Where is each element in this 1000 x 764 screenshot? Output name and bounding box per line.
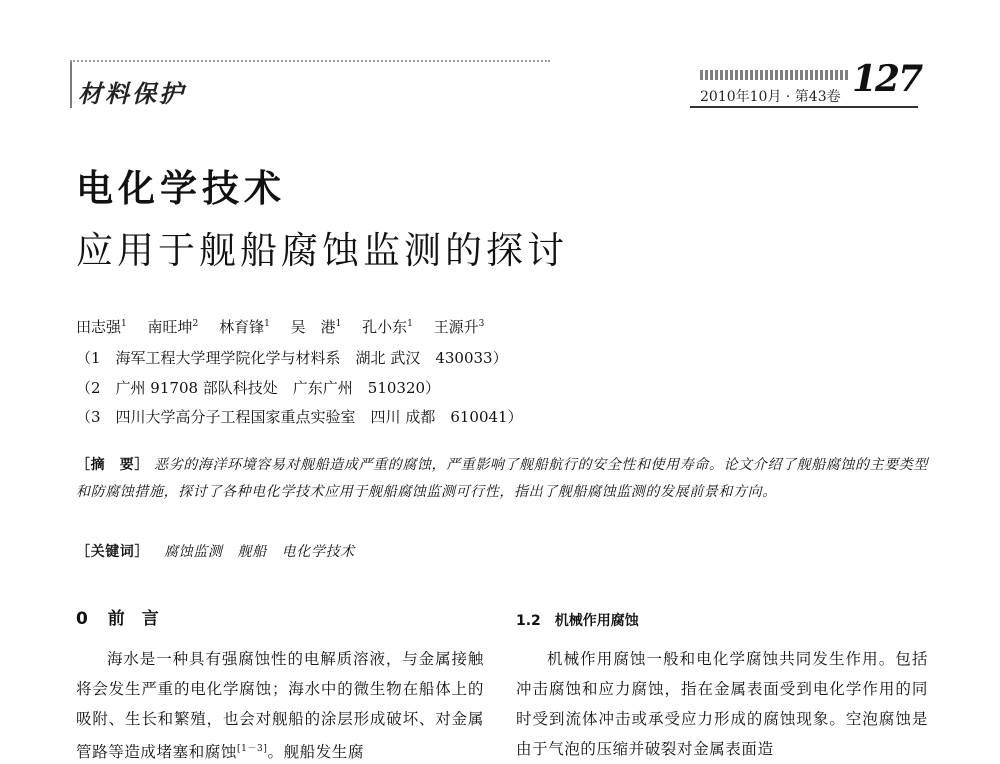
subsection-heading: 1.2 机械作用腐蚀 [516, 613, 639, 629]
author: 南旺坤$^2$ [147, 318, 199, 336]
journal-logo: 材料保护 [78, 79, 186, 108]
section-title: 前 言 [107, 609, 159, 629]
header-decoration [700, 70, 850, 80]
article-title-line1: 电化学技术 [76, 167, 286, 210]
keywords [76, 541, 355, 561]
citation: [1－3] [237, 744, 268, 754]
keywords-label: ［关键词］ [76, 544, 149, 560]
issue-date-volume: 2010年10月 · 第43卷 [700, 89, 841, 105]
section-number: 0 [76, 609, 88, 629]
abstract-label: ［摘 要］ [76, 457, 150, 473]
author: 王源升$^3$ [433, 318, 485, 336]
keyword: 舰船 [237, 544, 267, 560]
article-title-line2: 应用于舰船腐蚀监测的探讨 [76, 229, 568, 272]
affiliation: （2 广州 91708 部队科技处 广东广州 510320） [76, 379, 441, 397]
header-rule-vertical [70, 62, 72, 108]
affiliation: （1 海军工程大学理学院化学与材料系 湖北 武汉 430033） [76, 349, 508, 367]
header-rule [70, 60, 550, 62]
abstract-text: 恶劣的海洋环境容易对舰船造成严重的腐蚀，严重影响了舰船航行的安全性和使用寿命。论文介绍了舰船腐蚀的主要类型和防腐蚀措施，探讨了各种电化学技术应用于舰船腐蚀监测可行性，指出了舰船腐蚀监测的发展前景和方向。 [76, 457, 929, 500]
keyword: 电化学技术 [281, 544, 355, 560]
author: 林育锋$^1$ [219, 318, 270, 336]
header-underline [690, 106, 918, 108]
author-list [76, 316, 500, 337]
affiliation: （3 四川大学高分子工程国家重点实验室 四川 成都 610041） [76, 408, 523, 426]
intro-paragraph: 海水是一种具有强腐蚀性的电解质溶液，与金属接触将会发生严重的电化学腐蚀；海水中的微生物在船体上的吸附、生长和繁殖，也会对舰船的涂层形成破坏、对金属管路等造成堵塞和腐蚀[1－3]。舰船发生腐 [76, 650, 484, 762]
section-heading [76, 604, 159, 629]
author: 田志强$^1$ [76, 318, 127, 336]
page-number: 127 [852, 58, 922, 100]
author: 孔小东$^1$ [362, 318, 413, 336]
author: 吴 港$^1$ [290, 318, 342, 336]
mechanical-corrosion-paragraph: 机械作用腐蚀一般和电化学腐蚀共同发生作用。包括冲击腐蚀和应力腐蚀，指在金属表面受到电化学作用的同时受到流体冲击或承受应力形成的腐蚀现象。空泡腐蚀是由于气泡的压缩并破裂对金属表面造 [516, 650, 928, 758]
keyword: 腐蚀监测 [164, 544, 223, 560]
abstract [76, 452, 928, 506]
